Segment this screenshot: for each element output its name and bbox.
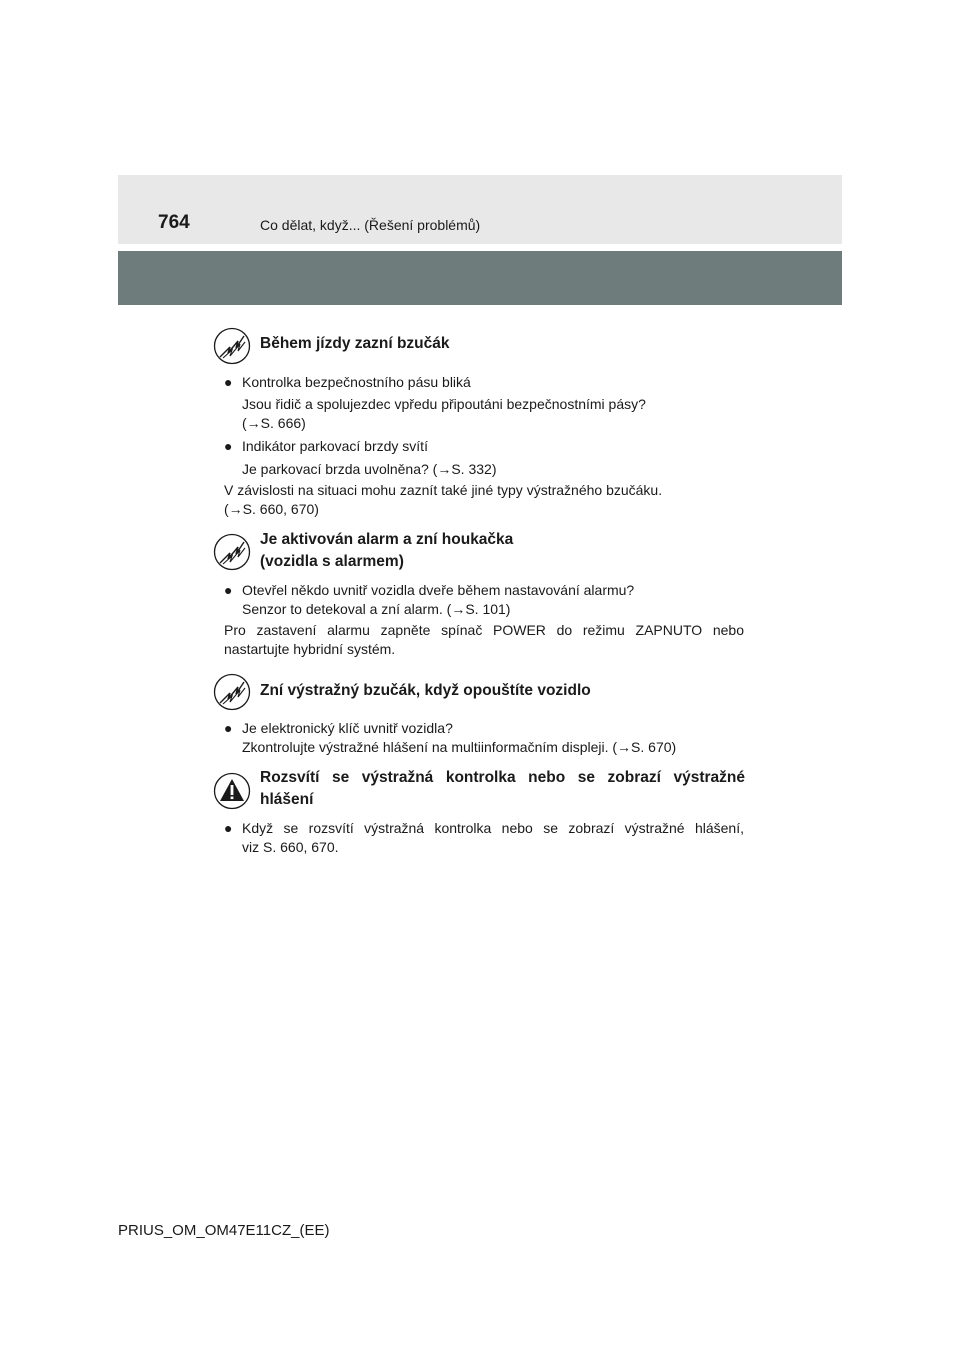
bullet-marker: ● (224, 820, 233, 836)
bullet-marker: ● (224, 720, 233, 736)
sound-wave-icon (213, 327, 251, 365)
sound-wave-icon (213, 533, 251, 571)
bullet-title-seatbelt: Kontrolka bezpečnostního pásu bliká (242, 374, 471, 390)
sound-wave-icon (213, 673, 251, 711)
bullet-text-parking-brake: Je parkovací brzda uvolněna? (→S. 332) (242, 461, 497, 477)
bullet-text-key-inside: Zkontrolujte výstražné hlášení na multiinformačním displeji. (→S. 670) (242, 739, 677, 755)
bullet-text-door-opened: Senzor to detekoval a zní alarm. (→S. 101) (242, 601, 511, 617)
bullet-line: viz S. 660, 670. (242, 838, 339, 855)
page-number: 764 (158, 212, 190, 233)
note-line: nastartujte hybridní systém. (224, 640, 396, 657)
bullet-text-seatbelt: Jsou řidič a spolujezdec vpředu připoutáni bezpečnostními pásy? (242, 396, 646, 412)
section-heading-buzzer-driving: Během jízdy zazní bzučák (260, 335, 450, 352)
title-band (118, 251, 842, 305)
bullet-text-warning-light (242, 819, 744, 856)
page-reference: (→S. 666) (242, 415, 306, 431)
bullet-line: Když se rozsvítí výstražná kontrolka nebo se zobrazí výstražné hlášení, (242, 820, 744, 836)
section-heading-warning-light-line2: hlášení (260, 791, 314, 808)
chapter-title: Co dělat, když... (Řešení problémů) (260, 217, 481, 233)
document-code: PRIUS_OM_OM47E11CZ_(EE) (118, 1222, 330, 1239)
note-line: Pro zastavení alarmu zapněte spínač POWER do režimu ZAPNUTO nebo (224, 622, 744, 638)
section-heading-warning-light-line1: Rozsvítí se výstražná kontrolka nebo se zobrazí výstražné (260, 769, 745, 786)
bullet-title-door-opened: Otevřel někdo uvnitř vozidla dveře během nastavování alarmu? (242, 582, 635, 598)
bullet-marker: ● (224, 438, 233, 454)
bullet-title-parking-brake: Indikátor parkovací brzdy svítí (242, 438, 428, 454)
bullet-marker: ● (224, 582, 233, 598)
header-band (118, 175, 842, 244)
bullet-title-key-inside: Je elektronický klíč uvnitř vozidla? (242, 720, 453, 736)
section-heading-alarm-line1: Je aktivován alarm a zní houkačka (260, 531, 514, 548)
page-reference: (→S. 660, 670) (224, 501, 319, 517)
note-text: V závislosti na situaci mohu zaznít také jiné typy výstražného bzučáku. (224, 482, 663, 498)
section-heading-leaving-vehicle: Zní výstražný bzučák, když opouštíte vozidlo (260, 682, 591, 699)
warning-triangle-icon (213, 772, 251, 810)
bullet-marker: ● (224, 374, 233, 390)
section-heading-alarm-line2: (vozidla s alarmem) (260, 553, 404, 570)
note-text (224, 621, 744, 658)
